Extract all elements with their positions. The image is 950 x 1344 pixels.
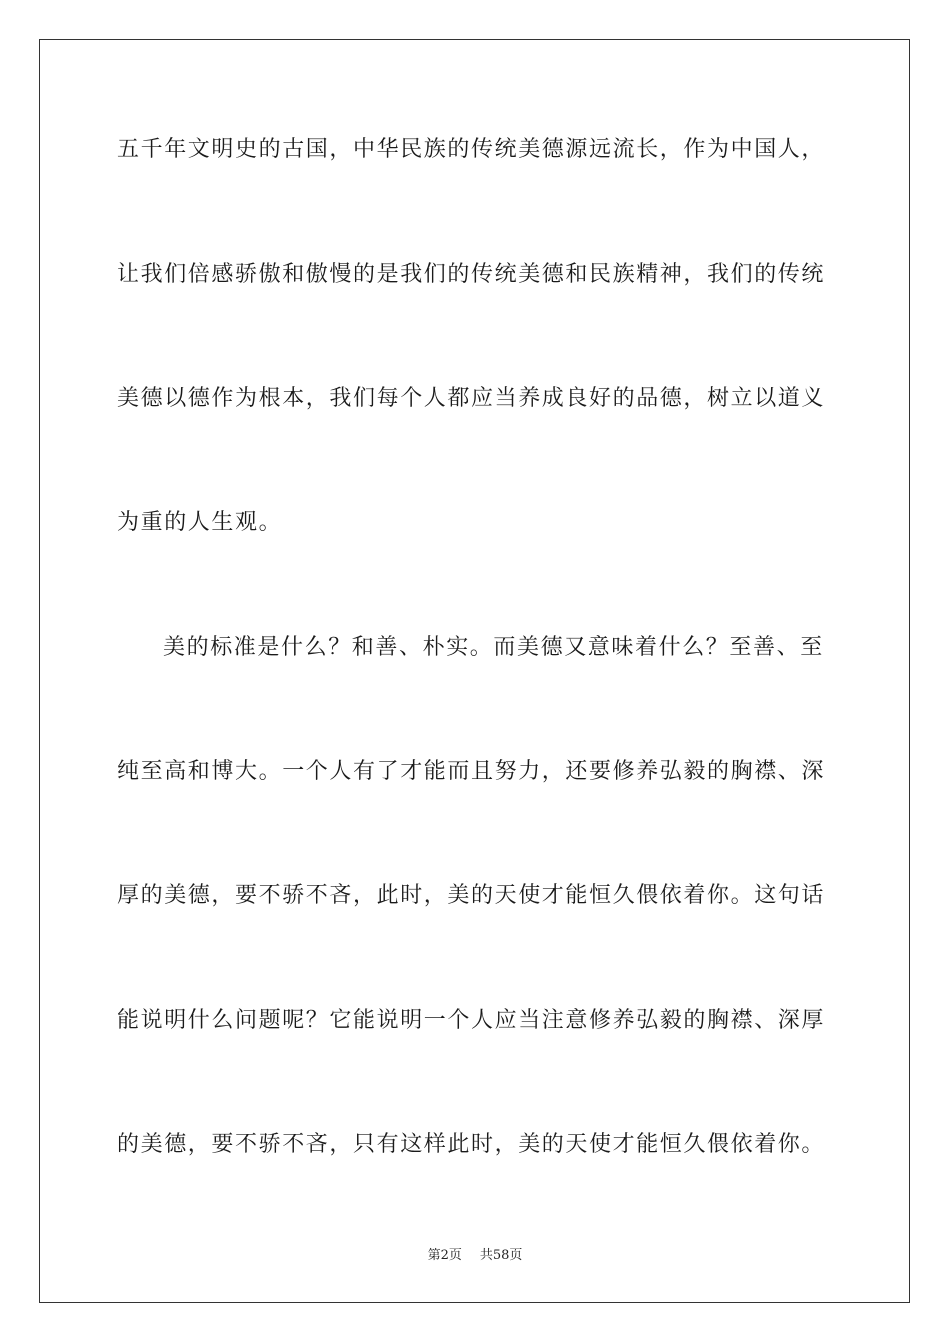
total-pages: 共58页 [479,1248,523,1263]
text-line: 的美德，要不骄不吝，只有这样此时，美的天使才能恒久偎依着你。 [117,1132,826,1157]
paragraph-first-line: 美的标准是什么？和善、朴实。而美德又意味着什么？至善、至 [163,635,824,660]
page-footer [0,1244,950,1263]
text-line: 纯至高和博大。一个人有了才能而且努力，还要修养弘毅的胸襟、深 [117,759,826,784]
page-number: 第2页 [427,1248,462,1263]
text-line: 厚的美德，要不骄不吝，此时，美的天使才能恒久偎依着你。这句话 [117,883,826,908]
text-line: 五千年文明史的古国，中华民族的传统美德源远流长，作为中国人， [117,137,826,162]
text-line: 能说明什么问题呢？它能说明一个人应当注意修养弘毅的胸襟、深厚 [117,1008,826,1033]
page-border [39,39,910,1303]
text-line: 让我们倍感骄傲和傲慢的是我们的传统美德和民族精神，我们的传统 [117,262,826,287]
text-line: 为重的人生观。 [117,510,283,535]
text-line: 美德以德作为根本，我们每个人都应当养成良好的品德，树立以道义 [117,386,826,411]
